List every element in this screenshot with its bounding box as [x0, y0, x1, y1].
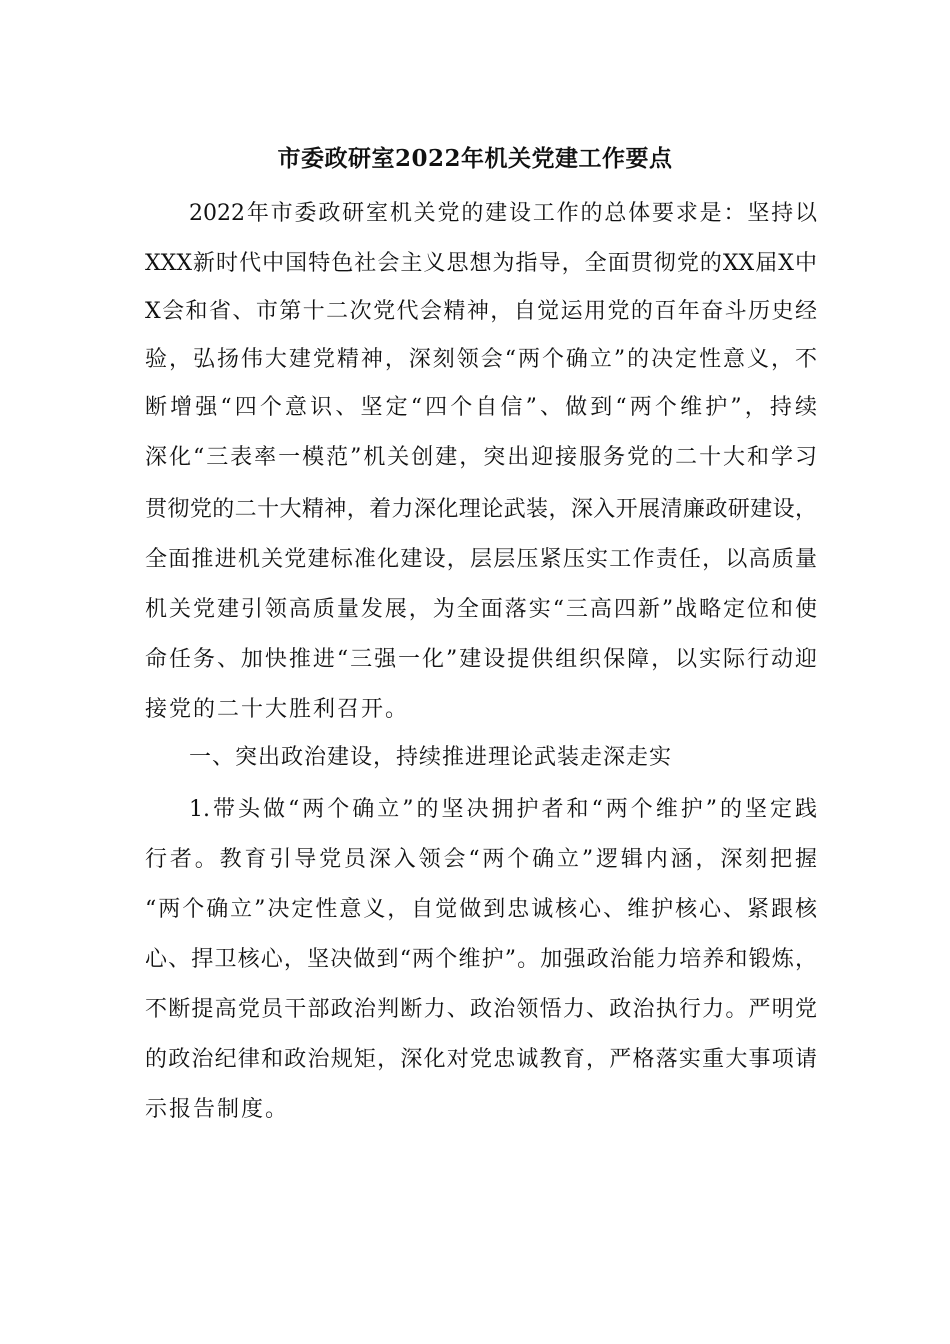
- paragraph-line: 命任务、加快推进“三强一化”建设提供组织保障，以实际行动迎: [145, 647, 817, 672]
- paragraph-line: 接党的二十大胜利召开。: [145, 697, 410, 722]
- paragraph-line: 心、捍卫核心，坚决做到“两个维护”。加强政治能力培养和锻炼，: [145, 947, 817, 972]
- paragraph-line: 不断提高党员干部政治判断力、政治领悟力、政治执行力。严明党: [145, 997, 817, 1022]
- paragraph-line: “两个确立”决定性意义，自觉做到忠诚核心、维护核心、紧跟核: [145, 897, 817, 922]
- paragraph-line: 示报告制度。: [145, 1097, 290, 1122]
- paragraph-line: 2022年市委政研室机关党的建设工作的总体要求是：坚持以: [189, 201, 817, 226]
- document-title: 市委政研室2022年机关党建工作要点: [277, 145, 673, 172]
- section-heading: 一、突出政治建设，持续推进理论武装走深走实: [189, 745, 673, 770]
- paragraph-line: 贯彻党的二十大精神，着力深化理论武装，深入开展清廉政研建设，: [145, 497, 817, 522]
- paragraph-line: X会和省、市第十二次党代会精神，自觉运用党的百年奋斗历史经: [145, 299, 817, 324]
- paragraph-line: 1.带头做“两个确立”的坚决拥护者和“两个维护”的坚定践: [189, 797, 817, 822]
- paragraph-line: 行者。教育引导党员深入领会“两个确立”逻辑内涵，深刻把握: [145, 847, 817, 872]
- paragraph-line: 断增强“四个意识、坚定“四个自信”、做到“两个维护”，持续: [145, 395, 817, 420]
- paragraph-line: 深化“三表率一模范”机关创建，突出迎接服务党的二十大和学习: [145, 445, 817, 470]
- paragraph-line: 机关党建引领高质量发展，为全面落实“三高四新”战略定位和使: [145, 597, 817, 622]
- paragraph-line: 的政治纪律和政治规矩，深化对党忠诚教育，严格落实重大事项请: [145, 1047, 817, 1072]
- paragraph-line: 全面推进机关党建标准化建设，层层压紧压实工作责任，以高质量: [145, 547, 817, 572]
- paragraph-line: XXX新时代中国特色社会主义思想为指导，全面贯彻党的XX届X中: [145, 251, 817, 276]
- paragraph-line: 验，弘扬伟大建党精神，深刻领会“两个确立”的决定性意义，不: [145, 347, 817, 372]
